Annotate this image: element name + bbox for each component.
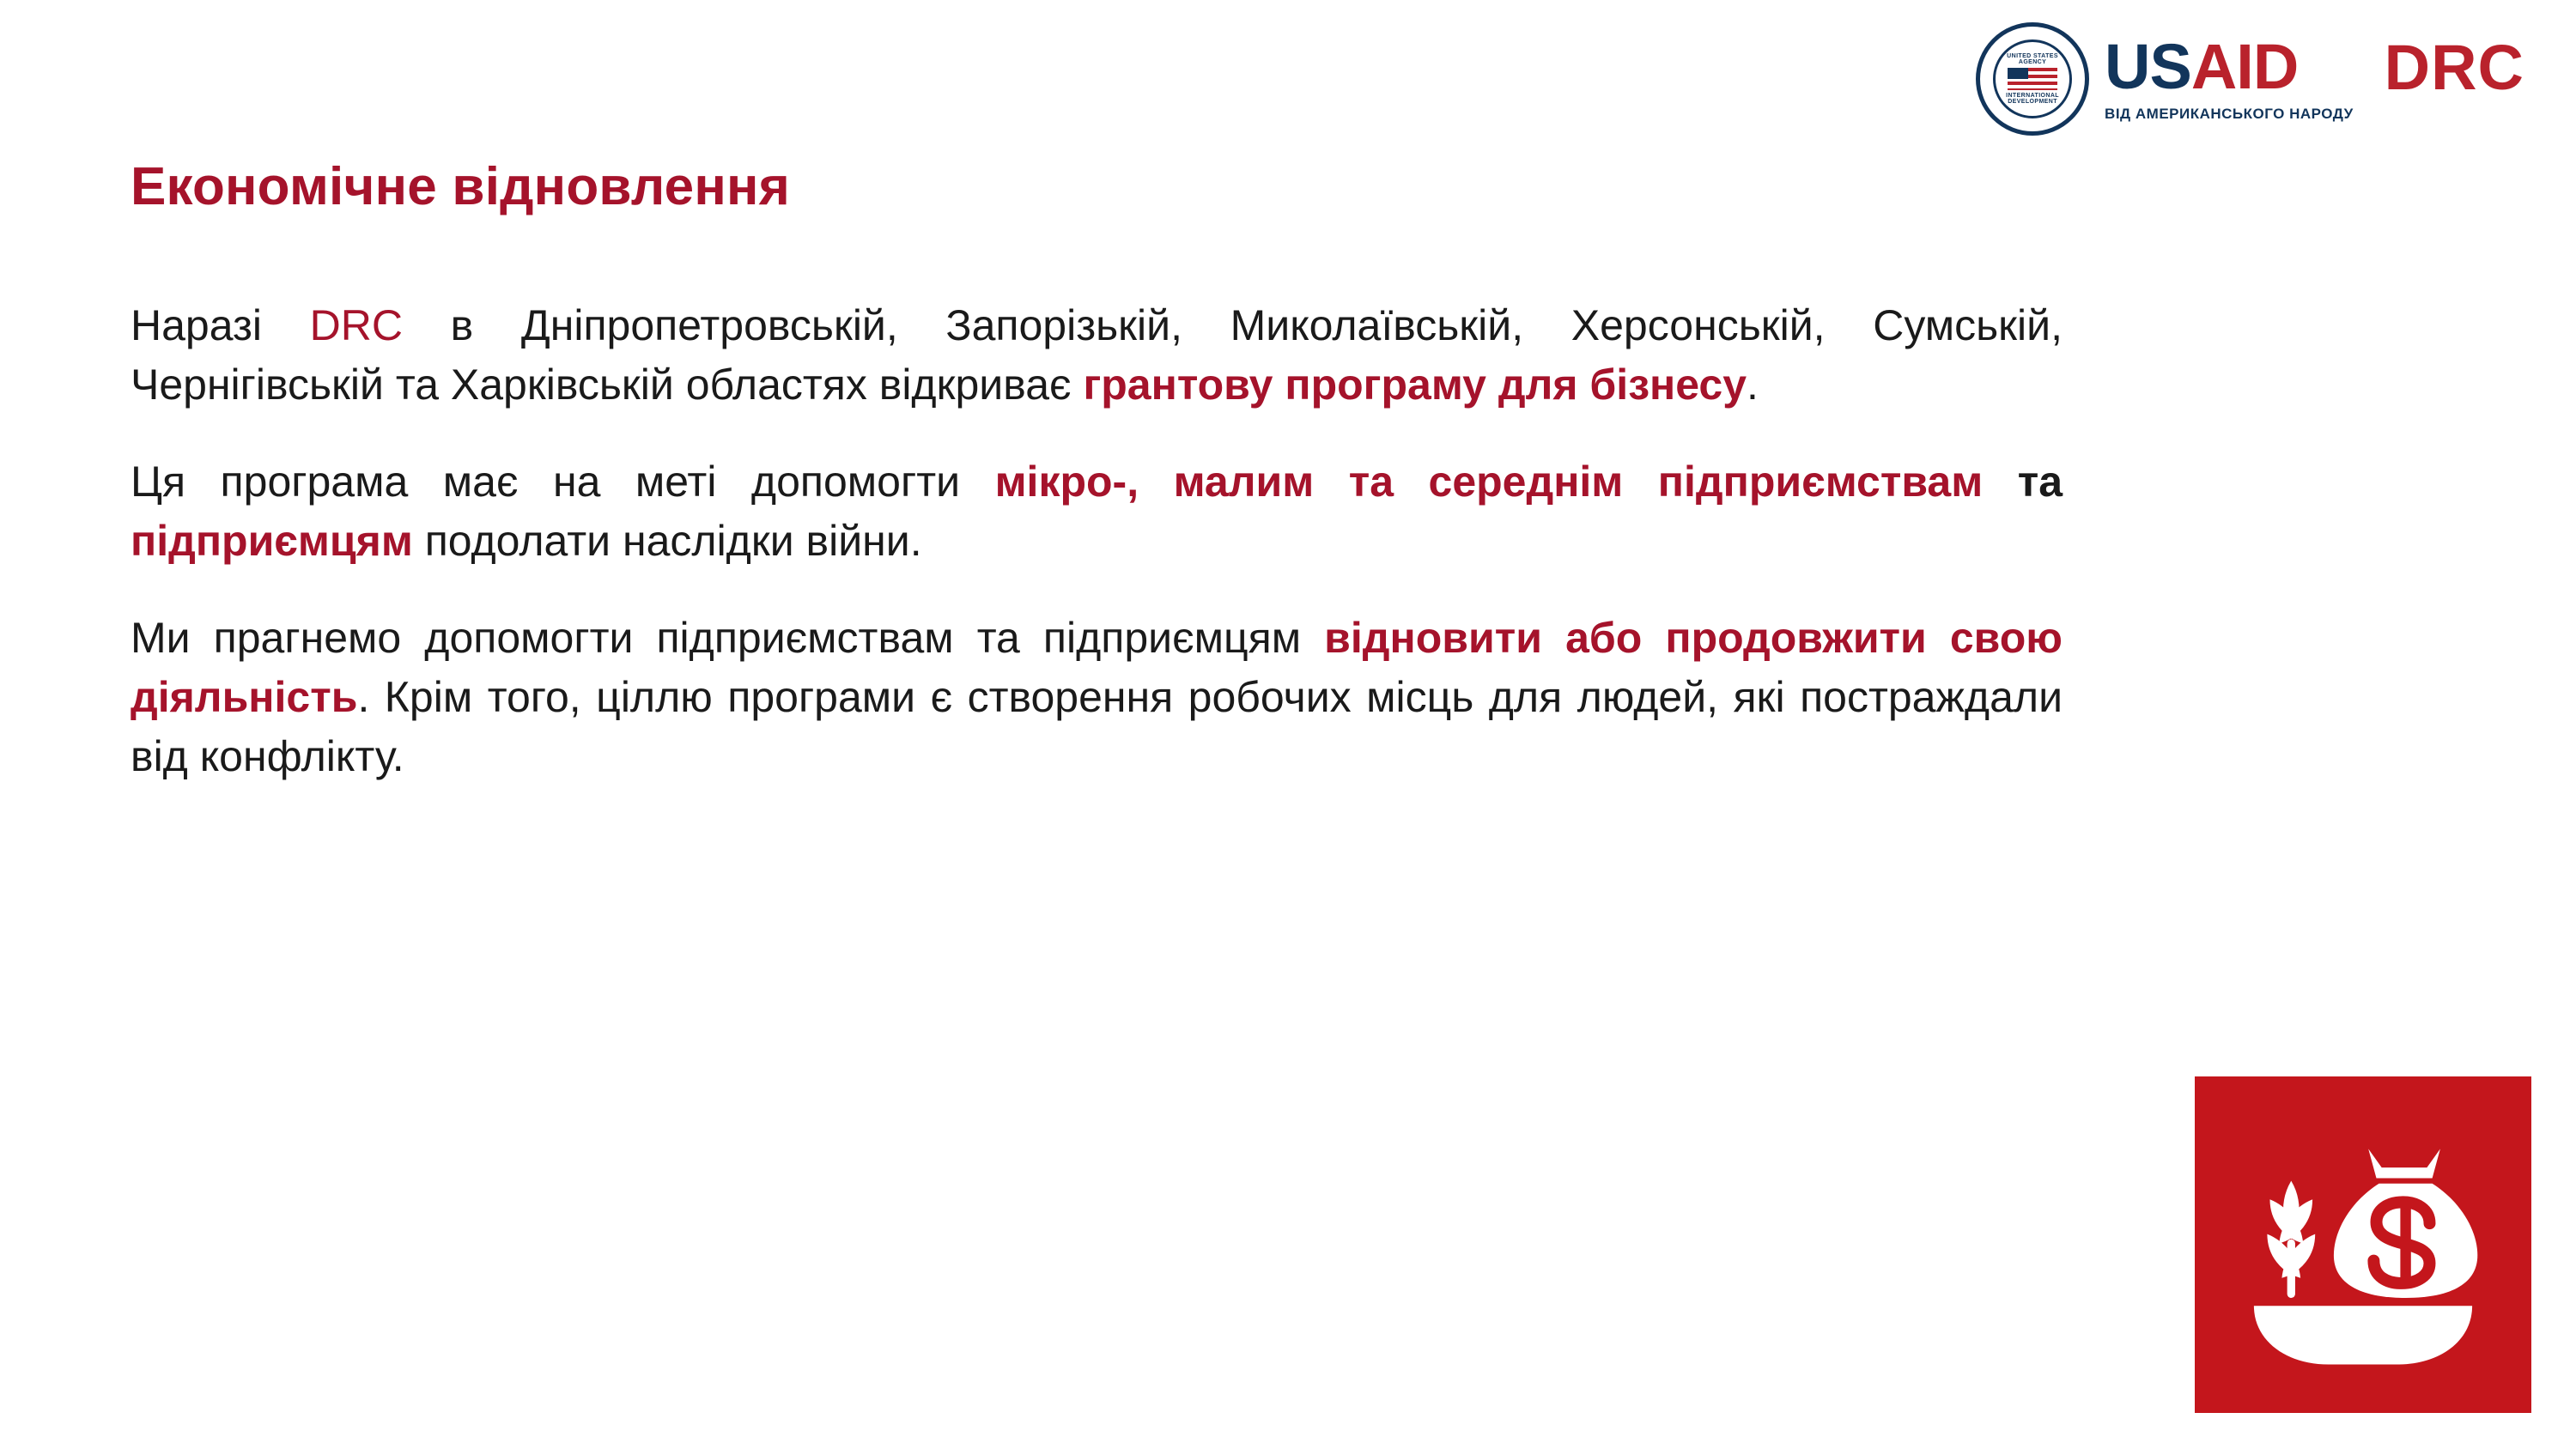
usaid-flag-shield-icon <box>2008 68 2057 90</box>
p2-part2: подолати наслідки війни. <box>412 517 922 565</box>
paragraph-3 <box>131 609 2063 786</box>
p2-mid: та <box>1983 458 2063 506</box>
p2-highlight-1: мікро-, малим та середнім підприємствам <box>994 458 1984 506</box>
usaid-seal-bottom-text: INTERNATIONAL DEVELOPMENT <box>2006 93 2059 105</box>
page-title: Економічне відновлення <box>131 156 791 216</box>
usaid-seal-inner <box>1993 39 2072 118</box>
p1-drc-mention: DRC <box>309 301 403 349</box>
p1-part2: в Дніпропетровській, Запорізькій, Миколаївській, Херсонській, Сумській, Чернігівській та Харківській областях відкриває <box>131 301 2063 409</box>
drc-logo: DRC <box>2384 32 2524 103</box>
usaid-tagline: ВІД АМЕРИКАНСЬКОГО НАРОДУ <box>2105 106 2354 122</box>
p3-part2: . Крім того, ціллю програми є створення робочих місць для людей, які постраждали від конфлікту. <box>131 673 2063 780</box>
p2-part1: Ця програма має на меті допомогти <box>131 458 995 506</box>
food-and-money-icon-card <box>2195 1076 2531 1413</box>
body-copy <box>131 296 2063 786</box>
food-and-money-icon <box>2230 1112 2496 1378</box>
p1-highlight: грантову програму для бізнесу <box>1083 361 1747 409</box>
usaid-seal-icon <box>1976 22 2089 136</box>
paragraph-2 <box>131 452 2063 571</box>
p3-highlight: відновити або продовжити свою діяльність <box>131 614 2063 721</box>
usaid-word <box>2105 31 2354 102</box>
usaid-seal-top-text: UNITED STATES AGENCY <box>2007 53 2058 65</box>
usaid-word-aid: AID <box>2190 31 2299 102</box>
usaid-wordmark <box>2105 31 2354 123</box>
p3-part1: Ми прагнемо допомогти підприємствам та підприємцям <box>131 614 1325 662</box>
logo-bar <box>1976 22 2524 136</box>
usaid-logo <box>1976 22 2354 136</box>
usaid-word-us: US <box>2105 31 2191 102</box>
p2-highlight-2: підприємцям <box>131 517 413 565</box>
p1-part3: . <box>1747 361 1759 409</box>
p1-part1: Наразі <box>131 301 310 349</box>
paragraph-1 <box>131 296 2063 415</box>
